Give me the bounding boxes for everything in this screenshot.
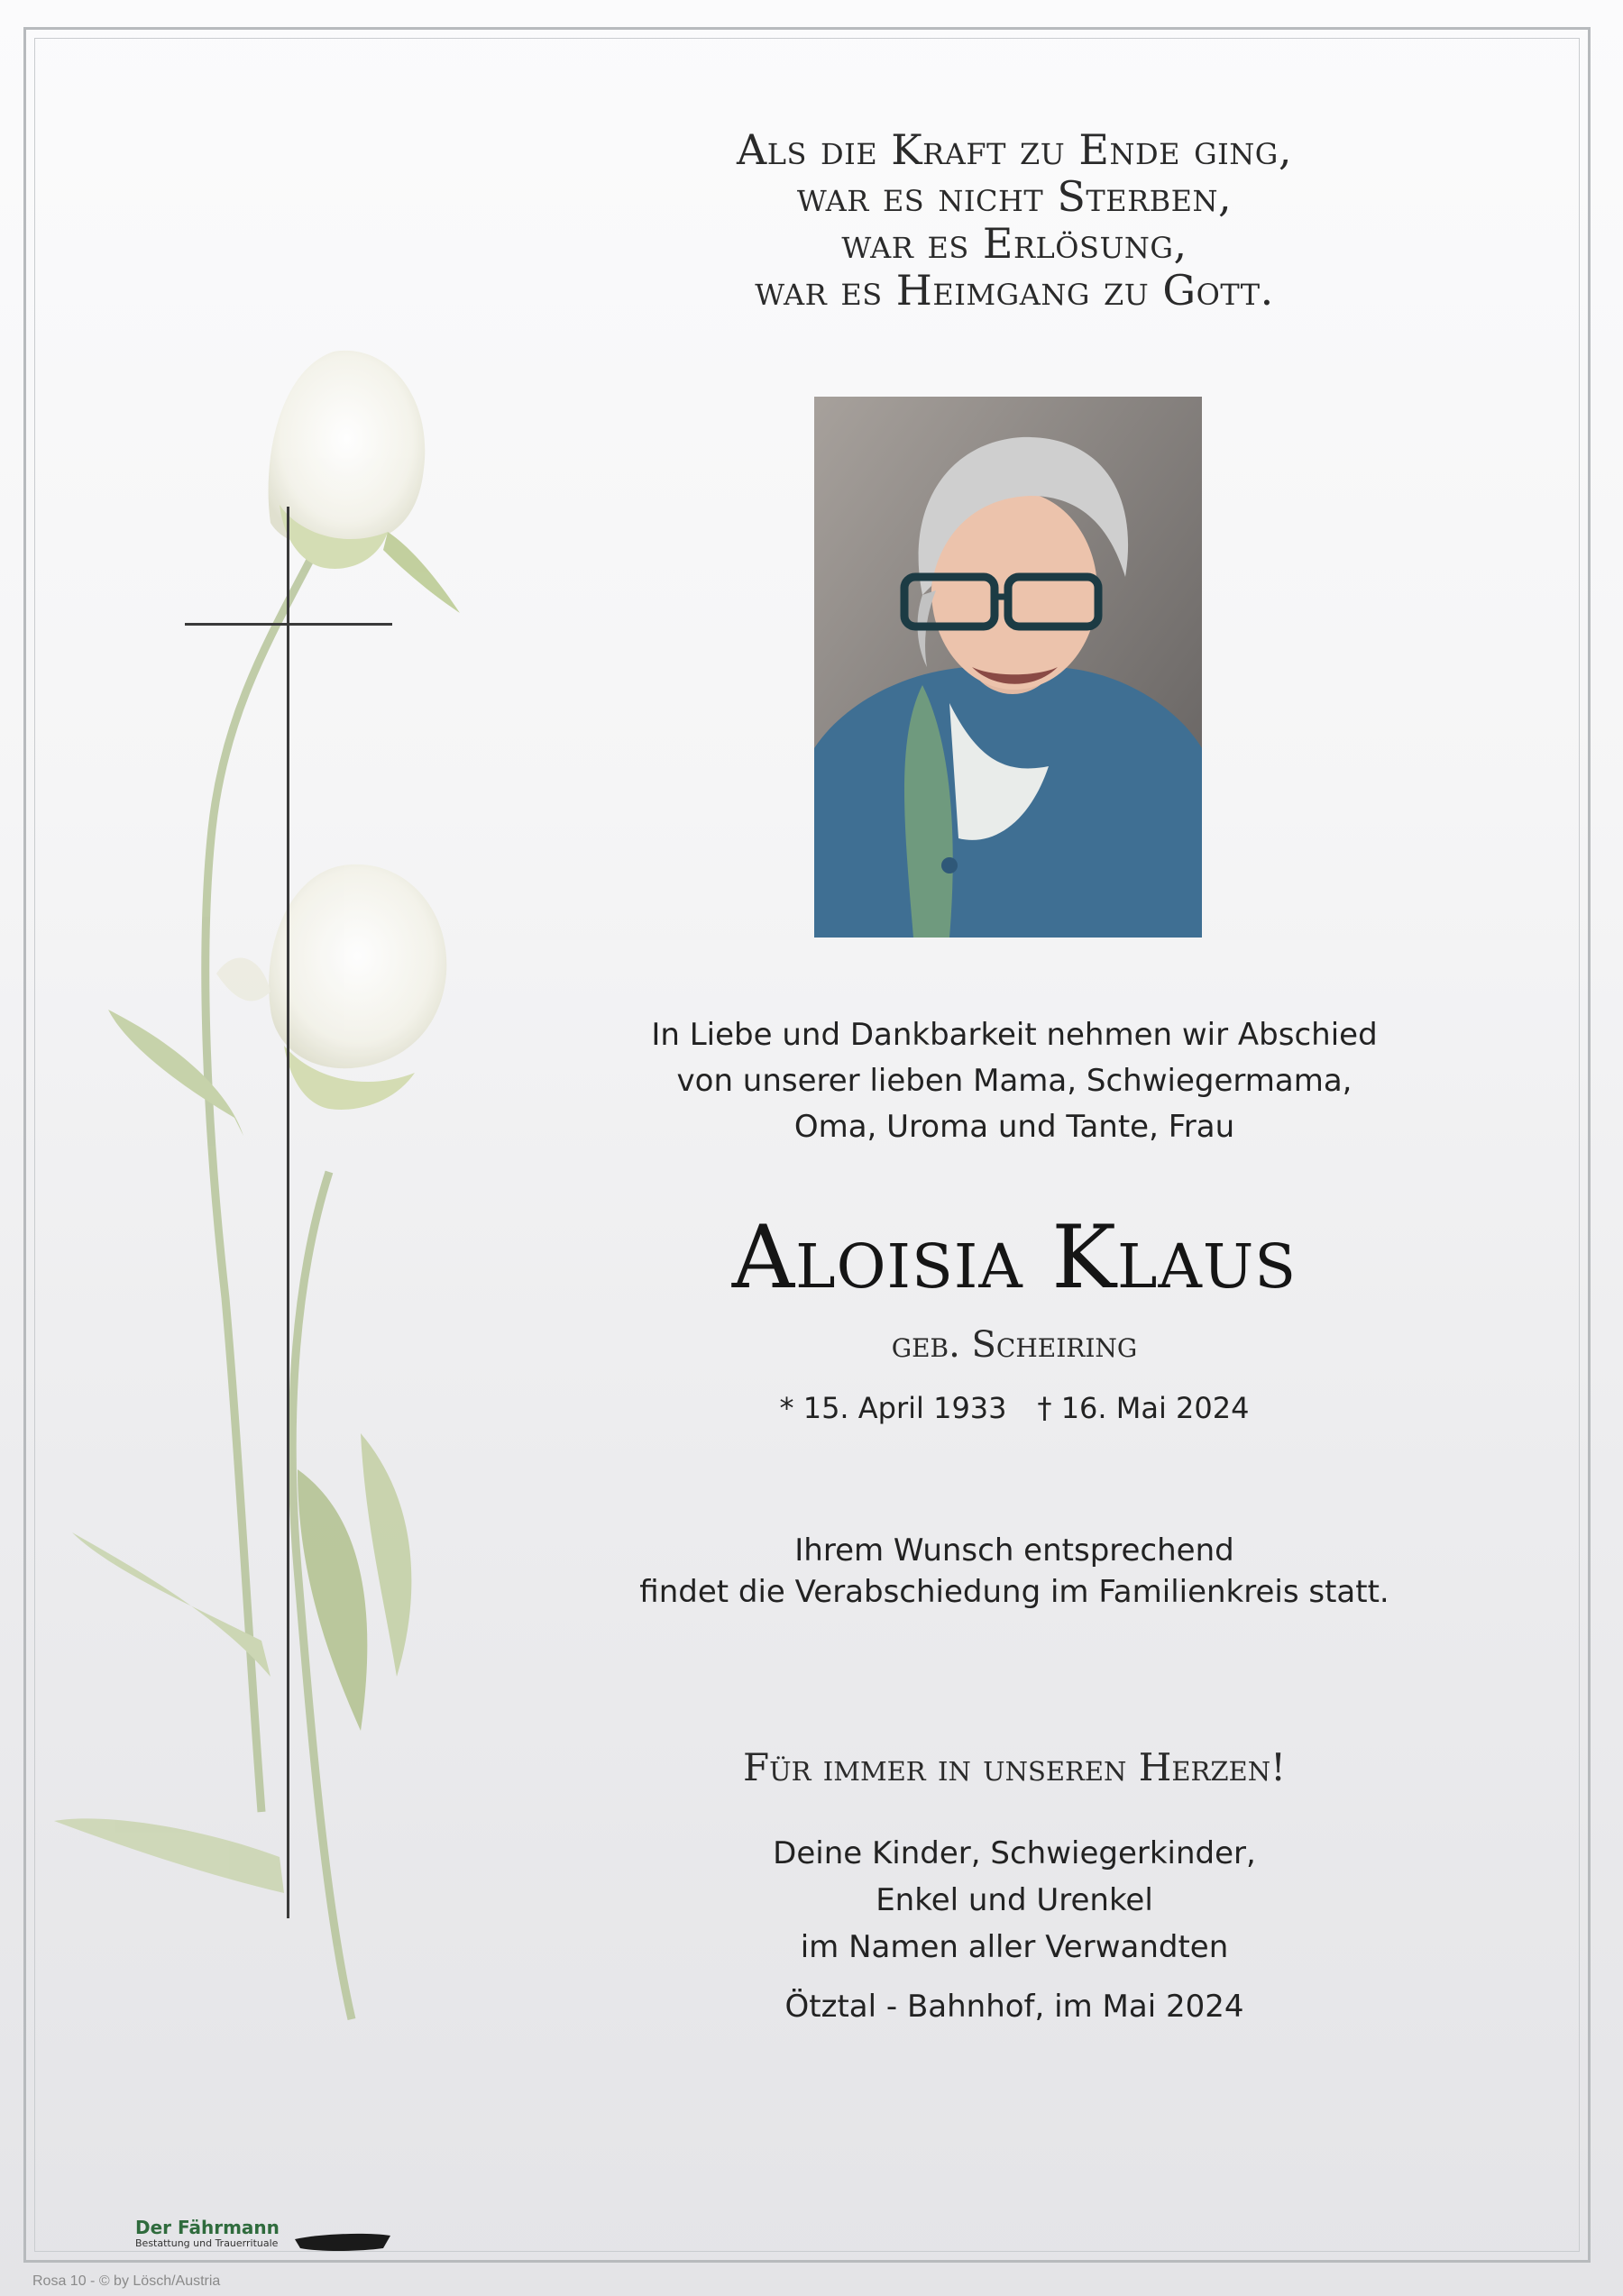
intro-text xyxy=(559,1012,1470,1150)
logo-subtitle: Bestattung und Trauerrituale xyxy=(135,2237,279,2249)
mourners-line: Deine Kinder, Schwiegerkinder, xyxy=(773,1835,1256,1871)
cross-icon-bar xyxy=(185,623,392,626)
birth-name: geb. Scheiring xyxy=(891,1324,1138,1366)
mourners xyxy=(559,1830,1470,1971)
template-credit: Rosa 10 - © by Lösch/Austria xyxy=(32,2273,221,2289)
died-symbol: † xyxy=(1037,1391,1052,1425)
died-date: 16. Mai 2024 xyxy=(1060,1391,1250,1425)
portrait-photo xyxy=(814,397,1202,938)
verse-line: war es Erlösung, xyxy=(841,219,1187,268)
life-dates xyxy=(559,1388,1470,1428)
verse-line: Als die Kraft zu Ende ging, xyxy=(737,125,1292,174)
white-rose-illustration xyxy=(54,325,487,2091)
born-symbol: * xyxy=(779,1391,794,1425)
place-date: Ötztal - Bahnhof, im Mai 2024 xyxy=(784,1989,1244,2025)
intro-line: von unserer lieben Mama, Schwiegermama, xyxy=(676,1063,1352,1099)
cross-icon xyxy=(287,507,289,1918)
mourners-line: im Namen aller Verwandten xyxy=(800,1929,1229,1965)
memorial-verse xyxy=(559,126,1470,314)
motto: Für immer in unseren Herzen! xyxy=(743,1745,1286,1789)
funeral-home-logo xyxy=(135,2218,280,2250)
intro-line: In Liebe und Dankbarkeit nehmen wir Abschied xyxy=(651,1017,1378,1053)
mourners-line: Enkel und Urenkel xyxy=(876,1882,1153,1918)
verse-line: war es Heimgang zu Gott. xyxy=(755,266,1274,315)
wish-line: findet die Verabschiedung im Familienkreis statt. xyxy=(639,1574,1389,1610)
intro-line: Oma, Uroma und Tante, Frau xyxy=(793,1109,1235,1145)
deceased-name: Aloisia Klaus xyxy=(731,1207,1297,1308)
wish-line: Ihrem Wunsch entsprechend xyxy=(794,1532,1234,1569)
born-date: 15. April 1933 xyxy=(802,1391,1007,1425)
farewell-notice xyxy=(559,1530,1470,1613)
logo-name: Der Fährmann xyxy=(135,2217,280,2238)
verse-line: war es nicht Sterben, xyxy=(796,172,1233,221)
boat-stroke-icon xyxy=(293,2228,392,2255)
